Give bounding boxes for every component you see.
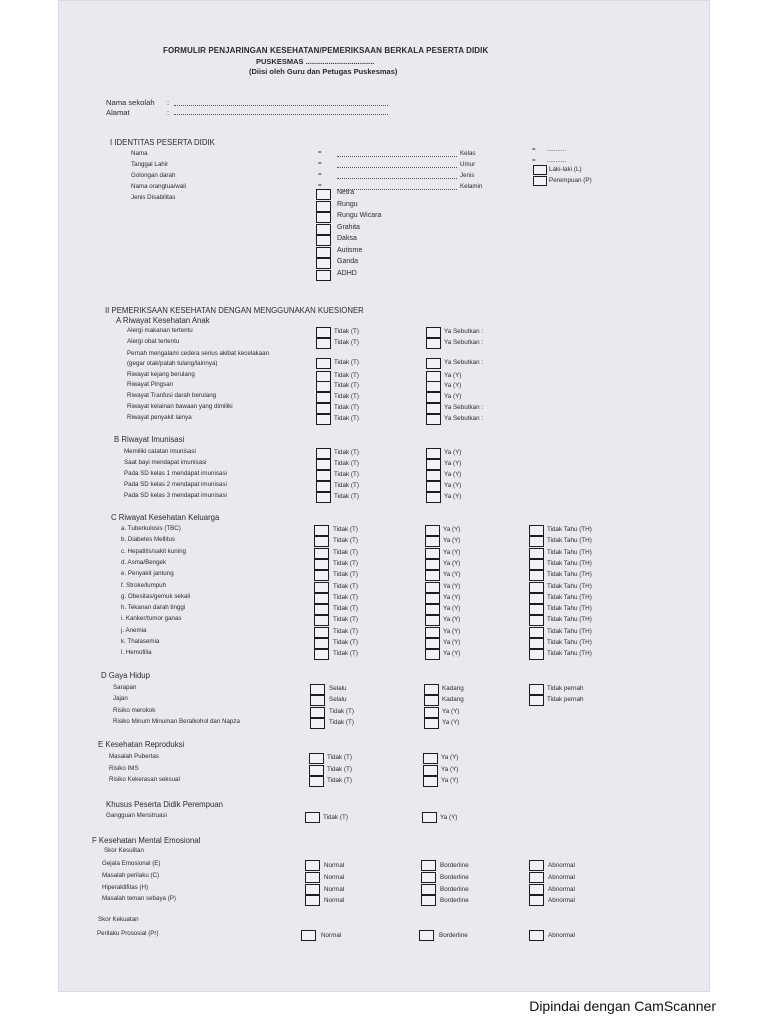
immunization-no-label: Tidak (T) [334, 493, 359, 500]
family-yes-checkbox[interactable] [425, 548, 440, 559]
mental-borderline-label: Borderline [440, 885, 469, 893]
family-history-item-label: j. Anemia [121, 626, 147, 634]
disability-option-label: Rungu [337, 200, 358, 208]
history-item-label: Alergi makanan tertentu [127, 327, 193, 334]
lifestyle-opt1-checkbox[interactable] [310, 707, 325, 718]
mental-abnormal-checkbox[interactable] [529, 872, 544, 883]
history-yes-label: Ya (Y) [444, 393, 462, 400]
history-yes-label: Ya Sebutkan : [444, 339, 484, 346]
immunization-no-checkbox[interactable] [316, 481, 331, 492]
section-f-heading: F Kesehatan Mental Emosional [92, 836, 201, 845]
identity-field-label: Nama [131, 150, 148, 157]
family-unknown-label: Tidak Tahu (TH) [547, 548, 592, 556]
family-unknown-checkbox[interactable] [529, 615, 544, 626]
mental-normal-checkbox[interactable] [305, 872, 320, 883]
family-yes-label: Ya (Y) [443, 559, 461, 567]
disability-checkbox[interactable] [316, 189, 331, 200]
kelas-equals: = [532, 146, 536, 153]
section-b-heading: B Riwayat Imunisasi [114, 435, 185, 444]
family-unknown-checkbox[interactable] [529, 536, 544, 547]
mental-item-label: Hiperaktifitas (H) [102, 883, 149, 891]
history-item-label: Riwayat Pingsan [127, 381, 174, 388]
disability-option-label: Netra [337, 189, 355, 196]
lifestyle-opt3-checkbox[interactable] [529, 684, 544, 695]
prosocial-borderline-label: Borderline [439, 932, 468, 939]
family-history-item-label: g. Obesitas/gemuk sekali [121, 592, 191, 600]
family-history-item-label: h. Tekanan darah tinggi [121, 604, 186, 612]
school-name-field[interactable] [174, 105, 388, 106]
menstruation-yes-checkbox[interactable] [422, 812, 437, 823]
family-no-label: Tidak (T) [333, 639, 358, 646]
kelas-field: ........... [547, 146, 566, 153]
menstruation-yes-label: Ya (Y) [440, 814, 458, 821]
family-unknown-label: Tidak Tahu (TH) [547, 526, 592, 533]
immunization-yes-label: Ya (Y) [444, 471, 462, 478]
mental-borderline-label: Borderline [440, 862, 469, 869]
camscanner-watermark: Dipindai dengan CamScanner [529, 998, 716, 1014]
family-no-label: Tidak (T) [333, 548, 358, 556]
identity-field-label: Tanggal Lahir [131, 161, 169, 168]
identity-field-input[interactable] [337, 189, 457, 190]
mental-item-label: Gejala Emosional (E) [102, 860, 161, 867]
family-no-label: Tidak (T) [333, 526, 358, 533]
family-unknown-checkbox[interactable] [529, 638, 544, 649]
lifestyle-opt1-label: Selalu [329, 696, 347, 704]
family-unknown-checkbox[interactable] [529, 604, 544, 615]
family-no-label: Tidak (T) [333, 605, 358, 613]
identity-equals: = [318, 160, 322, 167]
history-yes-label: Ya Sebutkan : [444, 359, 484, 366]
disability-checkbox[interactable] [316, 212, 331, 223]
lifestyle-opt3-label: Tidak pernah [547, 685, 584, 692]
family-yes-checkbox[interactable] [425, 638, 440, 649]
identity-right-label: Jenis [460, 172, 475, 179]
family-no-label: Tidak (T) [333, 537, 358, 545]
reproductive-yes-checkbox[interactable] [423, 776, 438, 787]
lifestyle-opt1-checkbox[interactable] [310, 684, 325, 695]
family-no-checkbox[interactable] [314, 548, 329, 559]
family-unknown-label: Tidak Tahu (TH) [547, 559, 592, 567]
lifestyle-opt2-label: Kadang [442, 696, 464, 704]
strength-heading: Skor Kekuatan [98, 916, 139, 923]
prosocial-borderline-checkbox[interactable] [419, 930, 434, 941]
lifestyle-opt1-checkbox[interactable] [310, 695, 325, 706]
identity-field-input[interactable] [337, 156, 457, 157]
school-name-colon: : [167, 98, 170, 107]
reproductive-item-label: Risiko Kekerasan seksual [109, 776, 180, 783]
history-no-label: Tidak (T) [334, 328, 359, 335]
lifestyle-opt3-label: Tidak pernah [547, 696, 584, 704]
history-no-checkbox[interactable] [316, 381, 331, 392]
disability-option-label: Autisme [337, 246, 363, 254]
reproductive-item-label: Masalah Pubertas [109, 753, 159, 760]
lifestyle-opt2-label: Ya (Y) [442, 707, 460, 715]
lifestyle-opt2-checkbox[interactable] [424, 684, 439, 695]
history-no-label: Tidak (T) [334, 382, 359, 389]
family-yes-label: Ya (Y) [443, 616, 461, 624]
lifestyle-opt2-checkbox[interactable] [424, 695, 439, 706]
umur-field: ........... [547, 157, 566, 164]
history-yes-label: Ya Sebutkan : [444, 404, 484, 411]
lifestyle-item-label: Risiko merokok [113, 706, 156, 714]
identity-equals: = [318, 171, 322, 178]
family-yes-label: Ya (Y) [443, 526, 461, 533]
family-no-label: Tidak (T) [333, 650, 358, 658]
menstruation-label: Gangguan Menstruasi [106, 812, 167, 819]
family-yes-checkbox[interactable] [425, 627, 440, 638]
immunization-no-checkbox[interactable] [316, 459, 331, 470]
history-no-label: Tidak (T) [334, 359, 359, 366]
school-name-label: Nama sekolah [106, 98, 155, 107]
history-no-checkbox[interactable] [316, 358, 331, 369]
reproductive-no-label: Tidak (T) [327, 777, 352, 784]
mental-item-label: Masalah teman sebaya (P) [102, 895, 176, 903]
family-yes-checkbox[interactable] [425, 559, 440, 570]
history-yes-checkbox[interactable] [426, 358, 441, 369]
history-no-label: Tidak (T) [334, 372, 359, 379]
family-unknown-label: Tidak Tahu (TH) [547, 616, 592, 624]
family-yes-label: Ya (Y) [443, 537, 461, 545]
reproductive-no-label: Tidak (T) [327, 765, 352, 773]
identity-right-label: Umur [460, 161, 476, 168]
family-no-label: Tidak (T) [333, 616, 358, 624]
family-unknown-checkbox[interactable] [529, 559, 544, 570]
family-unknown-label: Tidak Tahu (TH) [547, 639, 592, 646]
umur-equals: = [532, 157, 536, 164]
mental-normal-label: Normal [324, 862, 345, 869]
reproductive-item-label: Risiko IMS [109, 764, 139, 772]
history-yes-label: Ya Sebutkan : [444, 415, 484, 422]
family-history-item-label: l. Hemofilia [121, 649, 152, 657]
immunization-item-label: Memiliki catatan imunisasi [124, 448, 196, 455]
identity-field-label: Nama orangtua/wali [131, 183, 187, 190]
mental-borderline-checkbox[interactable] [421, 860, 436, 871]
family-no-checkbox[interactable] [314, 649, 329, 660]
mental-abnormal-label: Abnormal [548, 885, 575, 893]
family-history-item-label: c. Hepatitis/sakit kuning [121, 547, 186, 555]
prosocial-abnormal-label: Abnormal [548, 932, 575, 939]
family-history-item-label: f. Stroke/lumpuh [121, 581, 167, 589]
family-yes-label: Ya (Y) [443, 548, 461, 556]
family-yes-checkbox[interactable] [425, 570, 440, 581]
mental-abnormal-checkbox[interactable] [529, 895, 544, 906]
disability-checkbox[interactable] [316, 224, 331, 235]
address-field[interactable] [174, 114, 388, 115]
reproductive-yes-label: Ya (Y) [441, 754, 459, 761]
family-yes-checkbox[interactable] [425, 593, 440, 604]
family-yes-checkbox[interactable] [425, 604, 440, 615]
section-d-heading: D Gaya Hidup [101, 671, 150, 680]
address-colon: : [167, 108, 170, 117]
family-unknown-checkbox[interactable] [529, 582, 544, 593]
gender-female-label: Perempuan (P) [549, 177, 592, 184]
history-no-label: Tidak (T) [334, 393, 359, 400]
immunization-no-label: Tidak (T) [334, 449, 359, 456]
immunization-yes-label: Ya (Y) [444, 449, 462, 456]
identity-right-label: Kelamin [460, 183, 483, 190]
history-no-label: Tidak (T) [334, 415, 359, 422]
disability-checkbox[interactable] [316, 258, 331, 269]
mental-borderline-label: Borderline [440, 873, 469, 881]
history-item-label: Riwayat penyakit lainya [127, 414, 192, 421]
history-no-label: Tidak (T) [334, 404, 359, 411]
section-a-heading: A Riwayat Kesehatan Anak [116, 316, 210, 325]
family-no-checkbox[interactable] [314, 525, 329, 536]
lifestyle-opt2-label: Kadang [442, 685, 464, 692]
mental-normal-label: Normal [324, 885, 345, 893]
family-unknown-checkbox[interactable] [529, 570, 544, 581]
family-history-item-label: d. Asma/Bengek [121, 558, 167, 566]
mental-abnormal-checkbox[interactable] [529, 860, 544, 871]
reproductive-no-checkbox[interactable] [309, 776, 324, 787]
family-no-checkbox[interactable] [314, 536, 329, 547]
family-unknown-checkbox[interactable] [529, 525, 544, 536]
identity-equals: = [318, 149, 322, 156]
family-history-item-label: b. Diabetes Mellitus [121, 536, 175, 544]
mental-borderline-checkbox[interactable] [421, 872, 436, 883]
fill-note: (Diisi oleh Guru dan Petugas Puskesmas) [249, 67, 398, 76]
mental-normal-checkbox[interactable] [305, 860, 320, 871]
disability-option-label: Grahita [337, 223, 360, 231]
gender-male-label: Laki-laki (L) [549, 166, 582, 173]
family-no-label: Tidak (T) [333, 571, 358, 579]
family-yes-checkbox[interactable] [425, 525, 440, 536]
lifestyle-opt1-label: Tidak (T) [329, 718, 354, 726]
immunization-yes-checkbox[interactable] [426, 470, 441, 481]
history-yes-checkbox[interactable] [426, 381, 441, 392]
reproductive-yes-label: Ya (Y) [441, 777, 459, 784]
immunization-no-checkbox[interactable] [316, 448, 331, 459]
lifestyle-opt1-checkbox[interactable] [310, 718, 325, 729]
immunization-yes-label: Ya (Y) [444, 482, 462, 489]
lifestyle-opt1-label: Selalu [329, 685, 347, 692]
history-item-label: Pernah mengalami cedera serius akibat kecelakaan [127, 350, 270, 357]
disability-checkbox[interactable] [316, 247, 331, 258]
mental-abnormal-label: Abnormal [548, 862, 575, 869]
lifestyle-item-label: Jajan [113, 695, 128, 703]
family-no-checkbox[interactable] [314, 615, 329, 626]
disability-option-label: Rungu Wicara [337, 212, 382, 219]
history-item-label: (gegar otak/patah tulang/lainnya) [127, 360, 218, 367]
family-no-label: Tidak (T) [333, 593, 358, 601]
history-yes-label: Ya (Y) [444, 382, 462, 389]
family-yes-label: Ya (Y) [443, 605, 461, 613]
history-yes-label: Ya Sebutkan : [444, 328, 484, 335]
family-history-item-label: i. Kanker/tumor ganas [121, 615, 182, 623]
history-item-label: Riwayat Tranfusi darah berulang [127, 392, 217, 399]
family-unknown-checkbox[interactable] [529, 649, 544, 660]
family-no-checkbox[interactable] [314, 638, 329, 649]
family-no-label: Tidak (T) [333, 559, 358, 567]
disability-label: Jenis Disabilitas [131, 194, 176, 201]
reproductive-yes-checkbox[interactable] [423, 753, 438, 764]
mental-item-label: Masalah perilaku (C) [102, 871, 160, 879]
family-unknown-label: Tidak Tahu (TH) [547, 537, 592, 545]
reproductive-yes-label: Ya (Y) [441, 765, 459, 773]
history-yes-checkbox[interactable] [426, 403, 441, 414]
history-yes-label: Ya (Y) [444, 372, 462, 379]
immunization-no-checkbox[interactable] [316, 470, 331, 481]
family-unknown-label: Tidak Tahu (TH) [547, 605, 592, 613]
lifestyle-opt3-checkbox[interactable] [529, 695, 544, 706]
family-yes-checkbox[interactable] [425, 582, 440, 593]
disability-checkbox[interactable] [316, 235, 331, 246]
immunization-item-label: Saat bayi mendapat imunisasi [124, 459, 207, 466]
history-no-checkbox[interactable] [316, 414, 331, 425]
history-yes-checkbox[interactable] [426, 338, 441, 349]
immunization-no-label: Tidak (T) [334, 471, 359, 478]
identity-equals: = [318, 182, 322, 189]
family-unknown-label: Tidak Tahu (TH) [547, 593, 592, 601]
female-heading: Khusus Peserta Didik Perempuan [106, 800, 224, 809]
family-no-label: Tidak (T) [333, 627, 358, 635]
family-history-item-label: k. Thalasemia [121, 638, 160, 645]
family-yes-checkbox[interactable] [425, 615, 440, 626]
disability-option-label: Ganda [337, 258, 359, 265]
family-history-item-label: a. Tuberkulosis (TBC) [121, 525, 181, 532]
immunization-item-label: Pada SD kelas 3 mendapat imunisasi [124, 492, 227, 499]
history-no-label: Tidak (T) [334, 339, 359, 346]
history-item-label: Alergi obat tertentu [127, 338, 180, 345]
lifestyle-opt2-label: Ya (Y) [442, 718, 460, 726]
mental-borderline-checkbox[interactable] [421, 895, 436, 906]
section2-heading: II PEMERIKSAAN KESEHATAN DENGAN MENGGUNAKAN KUESIONER [105, 306, 364, 315]
difficulty-heading: Skor Kesulitan [104, 847, 144, 854]
family-unknown-label: Tidak Tahu (TH) [547, 627, 592, 635]
mental-normal-checkbox[interactable] [305, 884, 320, 895]
mental-abnormal-label: Abnormal [548, 897, 575, 905]
gender-male-checkbox[interactable] [533, 165, 547, 175]
mental-abnormal-label: Abnormal [548, 873, 575, 881]
family-yes-label: Ya (Y) [443, 639, 461, 646]
menstruation-no-checkbox[interactable] [305, 812, 320, 823]
family-no-checkbox[interactable] [314, 582, 329, 593]
immunization-no-label: Tidak (T) [334, 460, 359, 467]
identity-field-input[interactable] [337, 178, 457, 179]
immunization-yes-label: Ya (Y) [444, 493, 462, 500]
family-no-checkbox[interactable] [314, 604, 329, 615]
family-yes-label: Ya (Y) [443, 582, 461, 590]
disability-option-label: Daksa [337, 235, 357, 242]
immunization-no-label: Tidak (T) [334, 482, 359, 489]
immunization-yes-checkbox[interactable] [426, 481, 441, 492]
history-no-checkbox[interactable] [316, 392, 331, 403]
disability-checkbox[interactable] [316, 201, 331, 212]
identity-field-label: Golongan darah [131, 172, 176, 179]
disability-checkbox[interactable] [316, 270, 331, 281]
gender-female-checkbox[interactable] [533, 176, 547, 186]
disability-option-label: ADHD [337, 269, 357, 277]
reproductive-yes-checkbox[interactable] [423, 765, 438, 776]
address-label: Alamat [106, 108, 130, 117]
history-item-label: Riwayat kejang berulang [127, 371, 195, 378]
mental-abnormal-checkbox[interactable] [529, 884, 544, 895]
immunization-yes-checkbox[interactable] [426, 459, 441, 470]
family-yes-checkbox[interactable] [425, 649, 440, 660]
reproductive-no-checkbox[interactable] [309, 753, 324, 764]
section-e-heading: E Kesehatan Reproduksi [98, 740, 185, 749]
family-no-checkbox[interactable] [314, 627, 329, 638]
family-unknown-label: Tidak Tahu (TH) [547, 571, 592, 579]
prosocial-label: Perilaku Prososial (Pr) [97, 930, 159, 937]
immunization-yes-label: Ya (Y) [444, 460, 462, 467]
immunization-item-label: Pada SD kelas 1 mendapat imunisasi [124, 470, 227, 477]
family-no-checkbox[interactable] [314, 570, 329, 581]
section-c-heading: C Riwayat Kesehatan Keluarga [111, 513, 220, 522]
history-yes-checkbox[interactable] [426, 392, 441, 403]
form-title: FORMULIR PENJARINGAN KESEHATAN/PEMERIKSAAN BERKALA PESERTA DIDIK [163, 46, 489, 55]
puskesmas-line: PUSKESMAS ................................. [256, 57, 375, 66]
history-item-label: Riwayat kelainan bawaan yang dimiliki [127, 403, 233, 410]
lifestyle-item-label: Sarapan [113, 684, 137, 691]
reproductive-no-label: Tidak (T) [327, 754, 352, 761]
immunization-item-label: Pada SD kelas 2 mendapat imunisasi [124, 481, 227, 488]
identity-field-input[interactable] [337, 167, 457, 168]
family-unknown-label: Tidak Tahu (TH) [547, 650, 592, 658]
prosocial-normal-checkbox[interactable] [301, 930, 316, 941]
mental-borderline-checkbox[interactable] [421, 884, 436, 895]
history-yes-checkbox[interactable] [426, 327, 441, 338]
reproductive-no-checkbox[interactable] [309, 765, 324, 776]
identity-heading: I IDENTITAS PESERTA DIDIK [110, 138, 215, 147]
lifestyle-opt2-checkbox[interactable] [424, 707, 439, 718]
mental-normal-label: Normal [324, 873, 345, 881]
family-yes-label: Ya (Y) [443, 627, 461, 635]
family-unknown-label: Tidak Tahu (TH) [547, 582, 592, 590]
family-no-label: Tidak (T) [333, 582, 358, 590]
prosocial-abnormal-checkbox[interactable] [529, 930, 544, 941]
prosocial-normal-label: Normal [321, 932, 342, 939]
history-yes-checkbox[interactable] [426, 414, 441, 425]
lifestyle-opt2-checkbox[interactable] [424, 718, 439, 729]
history-no-checkbox[interactable] [316, 403, 331, 414]
family-unknown-checkbox[interactable] [529, 548, 544, 559]
identity-right-label: Kelas [460, 150, 476, 157]
lifestyle-opt1-label: Tidak (T) [329, 707, 354, 715]
mental-normal-label: Normal [324, 897, 345, 905]
family-yes-checkbox[interactable] [425, 536, 440, 547]
immunization-yes-checkbox[interactable] [426, 448, 441, 459]
mental-normal-checkbox[interactable] [305, 895, 320, 906]
family-history-item-label: e. Penyakit jantung [121, 570, 174, 578]
family-no-checkbox[interactable] [314, 559, 329, 570]
family-yes-label: Ya (Y) [443, 571, 461, 579]
history-no-checkbox[interactable] [316, 327, 331, 338]
mental-borderline-label: Borderline [440, 897, 469, 905]
family-no-checkbox[interactable] [314, 593, 329, 604]
family-yes-label: Ya (Y) [443, 650, 461, 658]
history-no-checkbox[interactable] [316, 338, 331, 349]
menstruation-no-label: Tidak (T) [323, 814, 348, 821]
lifestyle-item-label: Risiko Minum Minuman Beralkohol dan Napza [113, 717, 240, 725]
family-unknown-checkbox[interactable] [529, 593, 544, 604]
immunization-no-checkbox[interactable] [316, 492, 331, 503]
family-unknown-checkbox[interactable] [529, 627, 544, 638]
immunization-yes-checkbox[interactable] [426, 492, 441, 503]
family-yes-label: Ya (Y) [443, 593, 461, 601]
